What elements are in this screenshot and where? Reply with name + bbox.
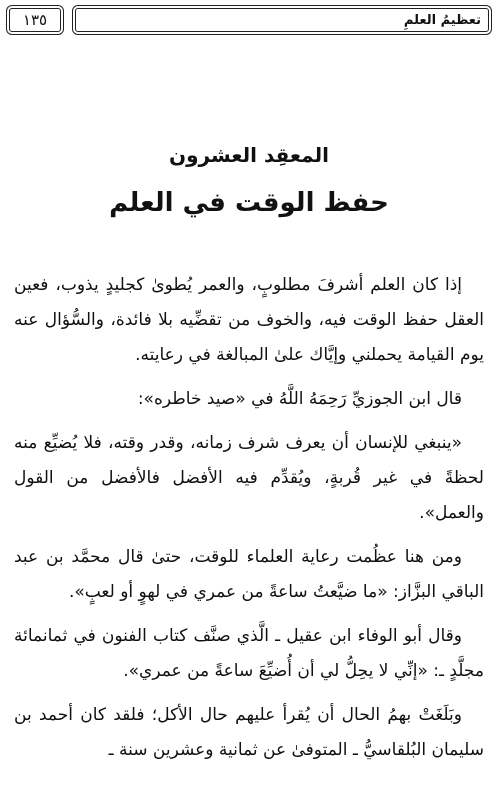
page-number-frame	[6, 5, 64, 35]
paragraph-intro: إذا كان العلم أشرفَ مطلوبٍ، والعمر يُطوىٰ كجليدٍ يذوب، فعين العقل حفظ الوقت فيه، والخوف من تقضِّيه بلا فائدة، والسُّؤال عنه يوم القيامة يحملني وإيَّاك علىٰ المبالغة في رعايته.	[14, 275, 484, 365]
body-text	[14, 268, 484, 777]
chapter-title: حفظ الوقت في العلم	[109, 188, 389, 218]
book-title-frame	[72, 5, 492, 35]
book-title: تعظيمُ العلمِ	[403, 13, 481, 28]
page-number: ١٣٥	[22, 11, 48, 29]
paragraph-ibn-aqil: وقال أبو الوفاء ابن عقيل ـ الَّذي صنَّف كتاب الفنون في ثمانمائة مجلَّدٍ ـ: «إنِّي لا يحِلُّ لي أن أُضيِّعَ ساعةً من عمري».	[14, 626, 484, 681]
paragraph-ibn-jawzi-intro: قال ابن الجوزيِّ رَحِمَهُ اللَّهُ في «صيد خاطره»:	[137, 389, 462, 409]
chapter-label: المعقِد العشرون	[169, 143, 329, 167]
running-header	[6, 5, 492, 37]
paragraph-bulqasi: وبَلَغَتْ بهمُ الحال أن يُقرأ عليهم حال الأكل؛ فلقد كان أحمد بن سليمان البُلقاسيُّ ـ المتوفىٰ عن ثمانية وعشرين سنة ـ	[14, 705, 484, 760]
paragraph-bazzaz: ومن هنا عظُمت رعاية العلماء للوقت، حتىٰ قال محمَّد بن عبد الباقي البزَّاز: «ما ضيَّعتُ ساعةً من عمري في لهوٍ أو لعبٍ».	[14, 547, 484, 602]
paragraph-ibn-jawzi-quote: «ينبغي للإنسان أن يعرف شرف زمانه، وقدر وقته، فلا يُضيِّع منه لحظةً في غير قُربةٍ، ويُقدِّم فيه الأفضل فالأفضل من القول والعمل».	[14, 433, 484, 523]
